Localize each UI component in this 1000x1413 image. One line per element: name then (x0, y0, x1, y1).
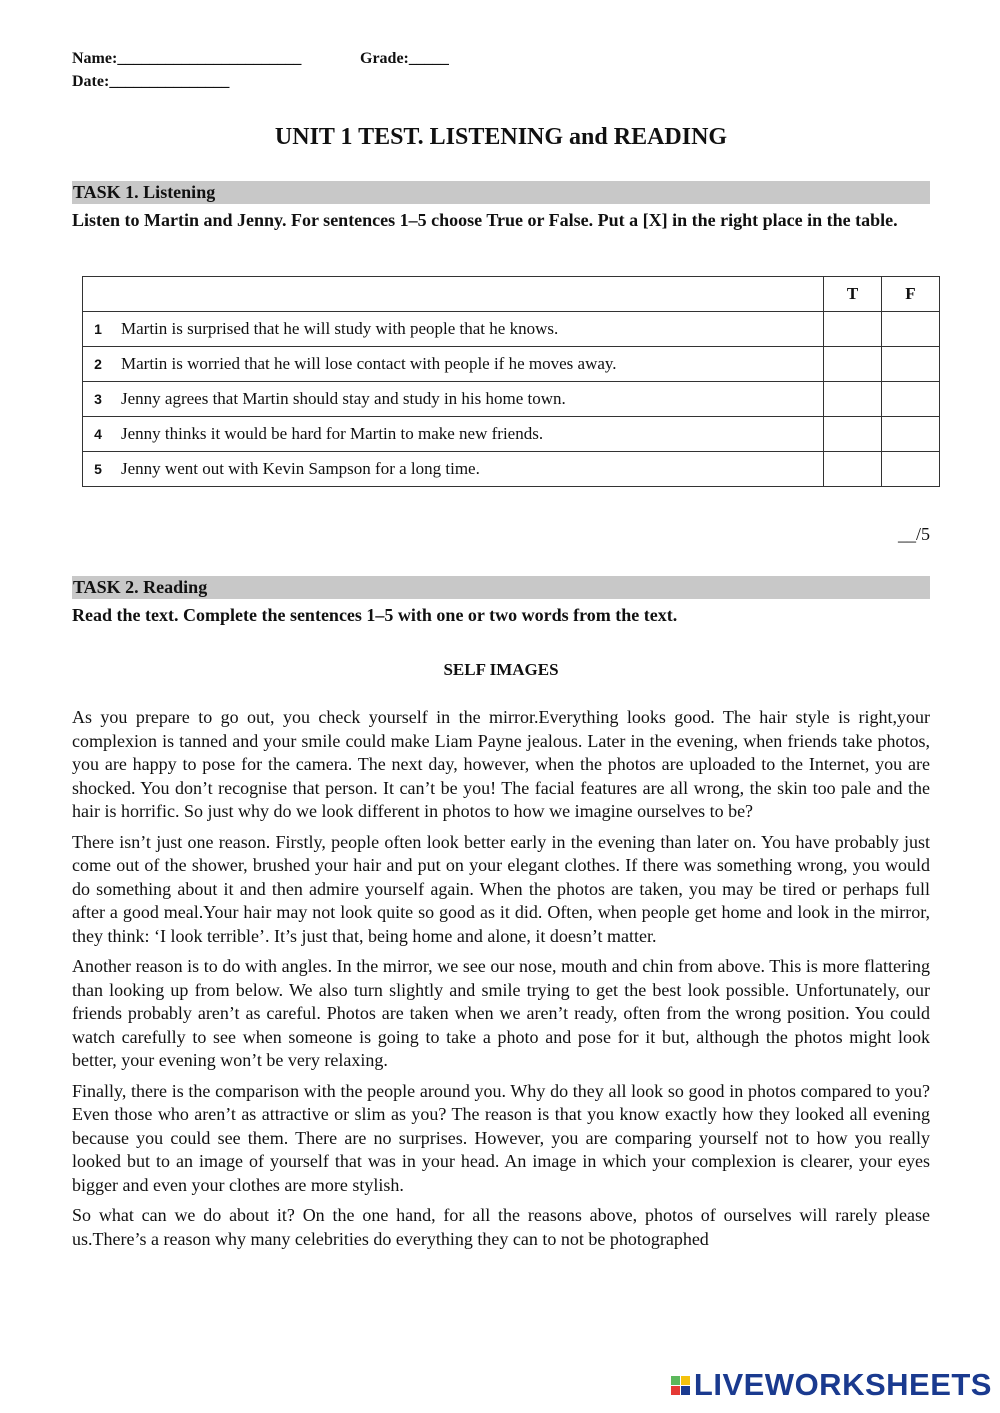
task1-heading: TASK 1. Listening (72, 181, 930, 204)
page-title: UNIT 1 TEST. LISTENING and READING (274, 124, 728, 150)
task2-instruction: Read the text. Complete the sentences 1–5 with one or two words from the text. (72, 605, 678, 625)
table-row (83, 417, 940, 452)
reading-text (72, 706, 930, 1258)
false-answer-cell[interactable] (882, 347, 940, 382)
paragraph: Finally, there is the comparison with the people around you. Why do they all look so good in photos compared to you? Even those who aren’t as attractive or slim as you? The reason is that you know exactly how they looked all evening because you could see them. There are no surprises. However, you are comparing yourself not to how you really looked but to an image of yourself that was in your head. An image in which your complexion is clearer, your eyes bigger and even your clothes are more stylish. (72, 1080, 930, 1195)
column-header-true: T (824, 277, 882, 312)
table-row (83, 347, 940, 382)
true-answer-cell[interactable] (824, 452, 882, 487)
true-answer-cell[interactable] (824, 417, 882, 452)
statement-number: 5 (83, 452, 114, 487)
table-header-row (83, 277, 940, 312)
task1-score: __/5 (897, 524, 930, 544)
name-field-label: Name:_______________________ (72, 50, 302, 67)
true-answer-cell[interactable] (824, 382, 882, 417)
reading-title: SELF IMAGES (443, 660, 559, 679)
true-answer-cell[interactable] (824, 312, 882, 347)
statement-text: Jenny thinks it would be hard for Martin to make new friends. (113, 417, 824, 452)
true-false-table (82, 276, 940, 487)
false-answer-cell[interactable] (882, 417, 940, 452)
column-header-false: F (882, 277, 940, 312)
statement-text: Martin is worried that he will lose contact with people if he moves away. (113, 347, 824, 382)
statement-text: Martin is surprised that he will study with people that he knows. (113, 312, 824, 347)
statement-text: Jenny went out with Kevin Sampson for a long time. (113, 452, 824, 487)
false-answer-cell[interactable] (882, 452, 940, 487)
paragraph: Another reason is to do with angles. In the mirror, we see our nose, mouth and chin from above. This is more flattering than looking up from below. We also turn slightly and smile trying to get the best look possible. Unfortunately, our friends probably aren’t as careful. Photos are taken when we aren’t ready, often from the wrong position. You could watch carefully to see when someone is going to take a photo and pose for it but, although the photos might look better, your evening won’t be very relaxing. (72, 956, 930, 1070)
paragraph: As you prepare to go out, you check yourself in the mirror.Everything looks good. The hair style is right,your complexion is tanned and your smile could make Liam Payne jealous. Later in the evening, when friends take photos, you are happy to pose for the camera. The next day, however, when the photos are uploaded to the Internet, you are shocked. You don’t recognise that person. It can’t be you! The facial features are all wrong, the skin too pale and the hair is horrific. So just why do we look different in photos to how we imagine ourselves to be? (72, 707, 930, 821)
statement-number: 2 (83, 347, 114, 382)
table-row (83, 312, 940, 347)
false-answer-cell[interactable] (882, 382, 940, 417)
logo-text: LIVEWORKSHEETS (693, 1367, 992, 1402)
statement-number: 3 (83, 382, 114, 417)
liveworksheets-logo[interactable] (671, 1367, 992, 1403)
paragraph: There isn’t just one reason. Firstly, people often look better early in the evening than later on. You have probably just come out of the shower, brushed your hair and put on your elegant clothes. If there was something wrong, you would do something about it and then admire yourself again. When the photos are taken, you may be tired or perhaps full after a good meal.Your hair may not look quite so good as it did. Often, when people get home and look in the mirror, they think: ‘I look terrible’. It’s just that, being home and alone, it doesn’t matter. (72, 831, 930, 946)
logo-mark-icon (671, 1376, 690, 1395)
date-field-label: Date:_______________ (72, 73, 230, 90)
table-row (83, 452, 940, 487)
table-row (83, 382, 940, 417)
task2-heading: TASK 2. Reading (72, 576, 930, 599)
paragraph: So what can we do about it? On the one hand, for all the reasons above, photos of ourselves will rarely please us.There’s a reason why many celebrities do everything they can to not be photographed (72, 1205, 930, 1249)
true-answer-cell[interactable] (824, 347, 882, 382)
grade-field-label: Grade:_____ (360, 50, 449, 67)
statement-text: Jenny agrees that Martin should stay and study in his home town. (113, 382, 824, 417)
statement-number: 4 (83, 417, 114, 452)
false-answer-cell[interactable] (882, 312, 940, 347)
task1-instruction: Listen to Martin and Jenny. For sentences 1–5 choose True or False. Put a [X] in the right place in the table. (72, 210, 898, 230)
statement-number: 1 (83, 312, 114, 347)
